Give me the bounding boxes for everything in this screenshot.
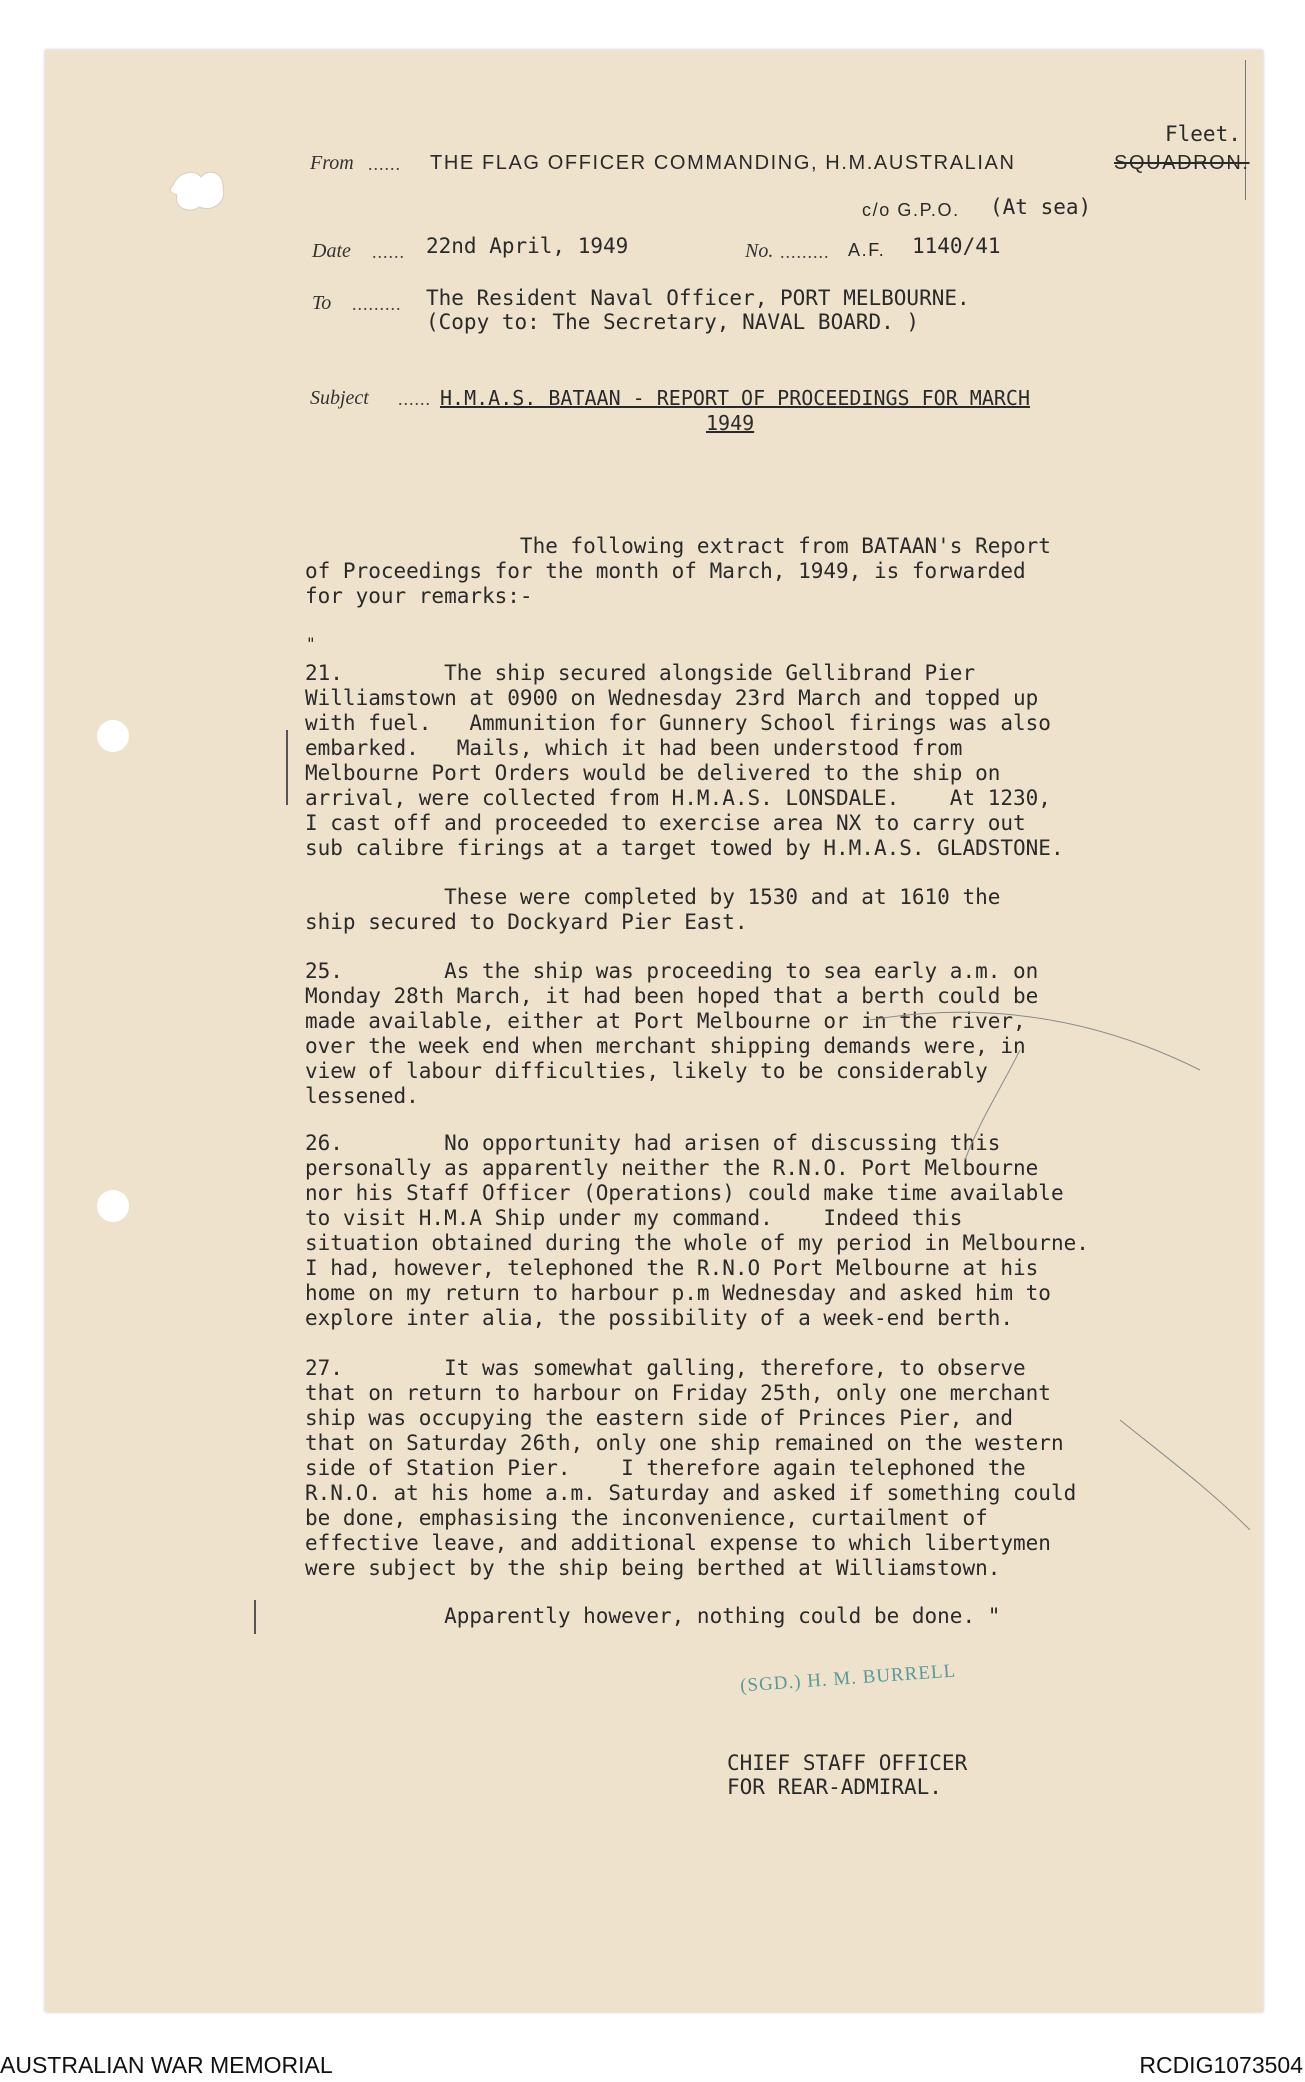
date-label: Date xyxy=(312,240,351,262)
number-dots: ......... xyxy=(780,242,830,262)
footer-record-id: RCDIG1073504 xyxy=(1139,2052,1303,2078)
subject-dots: ...... xyxy=(398,389,431,409)
punch-hole-top xyxy=(97,720,129,752)
address-note: (At sea) xyxy=(990,195,1092,219)
date-value: 22nd April, 1949 xyxy=(426,234,629,258)
subject-line-1: H.M.A.S. BATAAN - REPORT OF PROCEEDINGS FOR MARCH xyxy=(440,386,1031,410)
margin-mark-21 xyxy=(286,730,288,805)
from-inserted-text: Fleet. xyxy=(1165,122,1241,146)
quote-open: " xyxy=(306,634,316,653)
signature-line-2: FOR REAR-ADMIRAL. xyxy=(727,1775,942,1799)
paragraph-21: 21. The ship secured alongside Gellibrand Pier Williamstown at 0900 on Wednesday 23rd March and topped up with fuel. Ammunition for Gunnery School firings was also embarked. Mails, which it had been understood from Melbourne Port Orders would be delivered to the ship on arrival, were collected from H.M.A.S. LONSDALE. At 1230, I cast off and proceeded to exercise area NX to carry out sub calibre firings at a target towed by H.M.A.S. GLADSTONE. xyxy=(305,661,1064,860)
paragraph-27: 27. It was somewhat galling, therefore, to observe that on return to harbour on Friday 25th, only one merchant ship was occupying the eastern side of Princes Pier, and that on Saturday 26th, only one ship remained on the western side of Station Pier. I therefore again telephoned the R.N.O. at his home a.m. Saturday and asked if something could be done, emphasising the inconvenience, curtailment of effective leave, and additional expense to which libertymen were subject by the ship being berthed at Williamstown. xyxy=(305,1356,1077,1580)
punch-hole-bottom xyxy=(97,1190,129,1222)
closing-line: Apparently however, nothing could be done. " xyxy=(305,1604,1001,1628)
subject-line-2: 1949 xyxy=(706,411,755,435)
date-dots: ...... xyxy=(372,242,405,262)
paragraph-25: 25. As the ship was proceeding to sea early a.m. on Monday 28th March, it had been hoped that a berth could be made available, either at Port Melbourne or in the river, over the week end when merchant shipping demands were, in view of labour difficulties, likely to be considerably lessened. xyxy=(305,959,1039,1108)
number-prefix: A.F. xyxy=(848,240,886,260)
to-line-1: The Resident Naval Officer, PORT MELBOURNE. xyxy=(426,286,970,310)
intro-paragraph: The following extract from BATAAN's Report of Proceedings for the month of March, 1949, is forwarded for your remarks:- xyxy=(305,534,1051,608)
signature-line-1: CHIEF STAFF OFFICER xyxy=(727,1751,968,1775)
from-dots: ...... xyxy=(368,154,401,174)
number-value: 1140/41 xyxy=(912,234,1001,258)
paragraph-26: 26. No opportunity had arisen of discussing this personally as apparently neither the R.N.O. Port Melbourne nor his Staff Officer (Operations) could make time available to visit H.M.A Ship under my command. Indeed this situation obtained during the whole of my period in Melbourne. I had, however, telephoned the R.N.O Port Melbourne at his home on my return to harbour p.m Wednesday and asked him to explore inter alia, the possibility of a week-end berth. xyxy=(305,1131,1089,1330)
to-dots: ......... xyxy=(352,294,402,314)
paragraph-21-continued: These were completed by 1530 and at 1610 the ship secured to Dockyard Pier East. xyxy=(305,885,1001,934)
torn-hole-mark xyxy=(165,163,235,218)
address-text: c/o G.P.O. xyxy=(862,200,960,220)
to-line-2: (Copy to: The Secretary, NAVAL BOARD. ) xyxy=(426,310,920,334)
from-struck-text: SQUADRON. xyxy=(1114,152,1250,174)
signature-stamp: (SGD.) H. M. BURRELL xyxy=(739,1660,957,1697)
from-text: THE FLAG OFFICER COMMANDING, H.M.AUSTRALIAN xyxy=(430,152,1016,174)
subject-label: Subject xyxy=(310,387,369,409)
number-label: No. xyxy=(745,240,774,262)
margin-mark-closing xyxy=(254,1600,256,1634)
to-label: To xyxy=(312,292,332,314)
footer-archive-name: AUSTRALIAN WAR MEMORIAL xyxy=(0,2052,333,2078)
edge-line xyxy=(1245,60,1246,200)
from-label: From xyxy=(310,152,354,174)
